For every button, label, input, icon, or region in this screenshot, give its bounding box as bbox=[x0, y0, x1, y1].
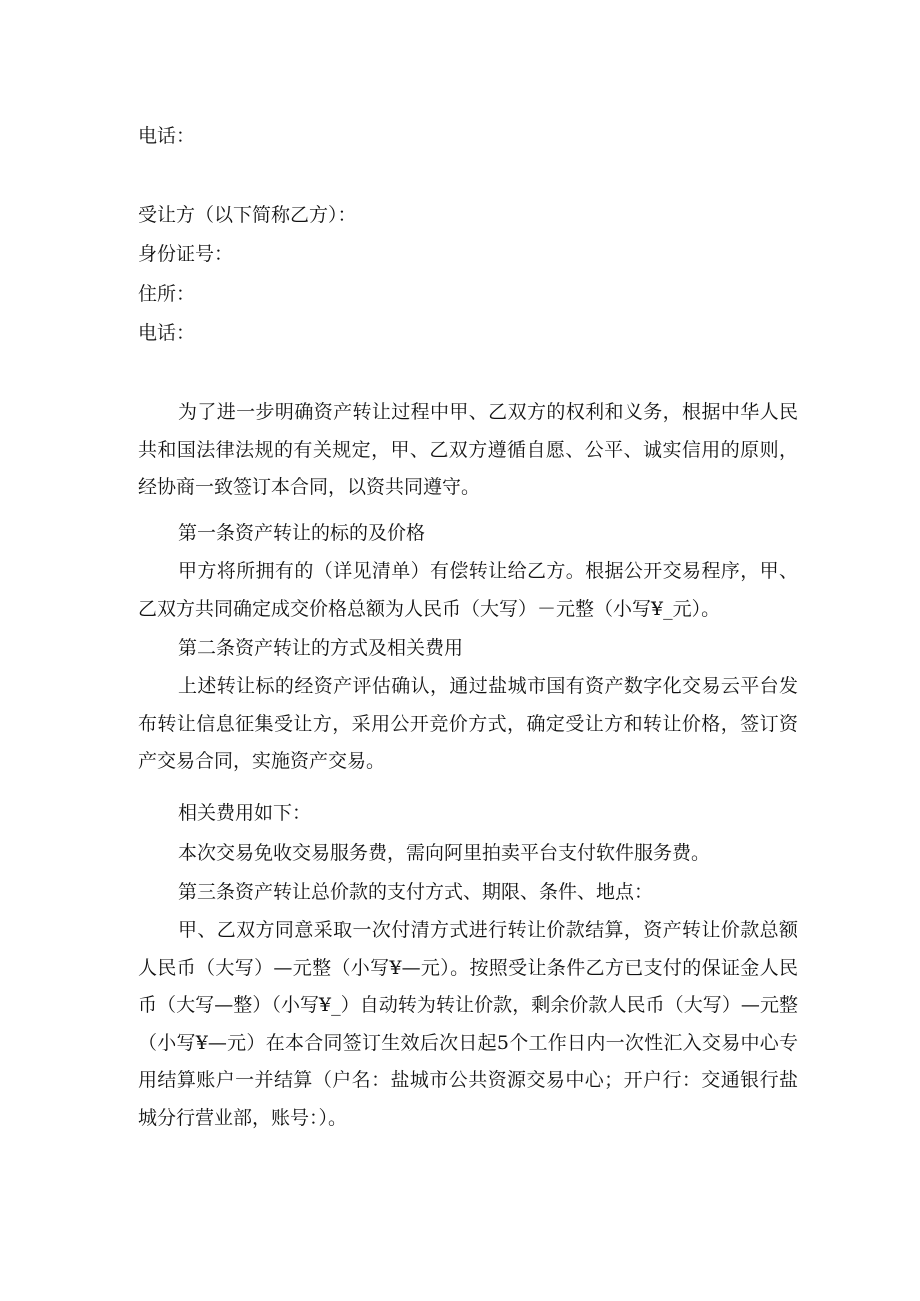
article-2-heading: 第二条资产转让的方式及相关费用 bbox=[178, 637, 464, 659]
article-3-heading: 第三条资产转让总价款的支付方式、期限、条件、地点： bbox=[178, 881, 654, 903]
article-3-body: 甲、乙双方同意采取一次付清方式进行转让价款结算，资产转让价款总额人民币（大写）—元整（小写¥—元）。按照受让条件乙方已支付的保证金人民币（大写—整）（小写¥_）自动转为转让价款，剩余价款人民币（大写）—元整（小写¥—元）在本合同签订生效后次日起5个工作日内一次性汇入交易中心专用结算账户一并结算（户名：盐城市公共资源交易中心；开户行：交通银行盐城分行营业部，账号：）。 bbox=[138, 919, 798, 1129]
fees-body: 本次交易免收交易服务费，需向阿里拍卖平台支付软件服务费。 bbox=[178, 842, 711, 864]
party-b-id-label: 身份证号： bbox=[138, 243, 234, 265]
article-1-heading: 第一条资产转让的标的及价格 bbox=[178, 522, 426, 544]
intro-paragraph: 为了进一步明确资产转让过程中甲、乙双方的权利和义务，根据中华人民共和国法律法规的有关规定，甲、乙双方遵循自愿、公平、诚实信用的原则，经协商一致签订本合同，以资共同遵守。 bbox=[138, 401, 798, 498]
party-b-phone-label: 电话： bbox=[138, 322, 196, 344]
article-2-body: 上述转让标的经资产评估确认，通过盐城市国有资产数字化交易云平台发布转让信息征集受让方，采用公开竞价方式，确定受让方和转让价格，签订资产交易合同，实施资产交易。 bbox=[138, 675, 798, 772]
party-b-title: 受让方（以下简称乙方）： bbox=[138, 204, 357, 226]
party-a-phone-label: 电话： bbox=[138, 125, 196, 147]
party-b-address-label: 住所： bbox=[138, 283, 196, 305]
article-1-body: 甲方将所拥有的（详见清单）有偿转让给乙方。根据公开交易程序，甲、乙双方共同确定成交价格总额为人民币（大写）－元整（小写¥_元）。 bbox=[138, 560, 798, 620]
fees-label: 相关费用如下： bbox=[178, 802, 312, 824]
